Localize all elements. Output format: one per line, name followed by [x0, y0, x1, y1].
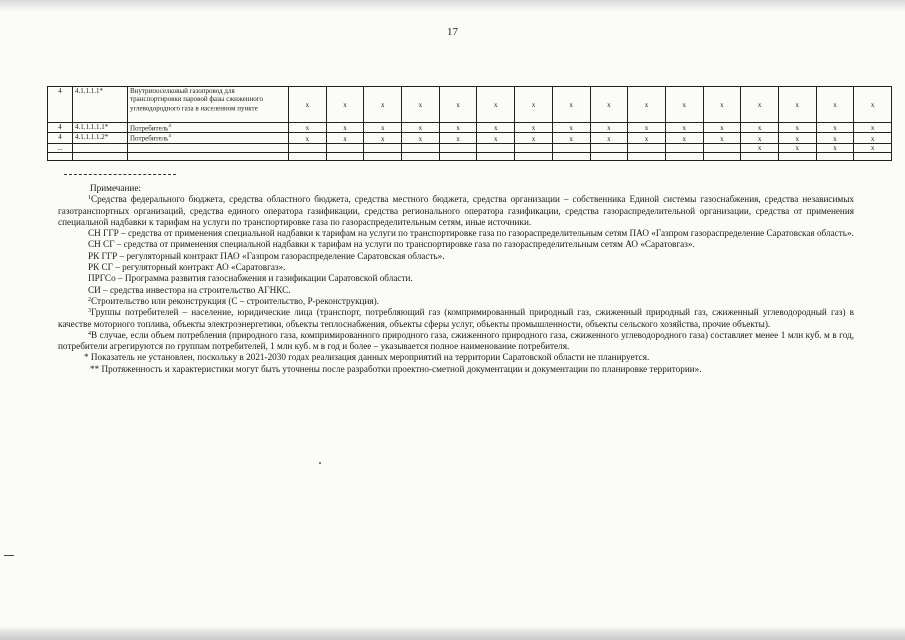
data-cell	[326, 143, 364, 152]
data-cell: x	[703, 133, 741, 143]
data-cell: x	[552, 123, 590, 133]
data-cell: x	[665, 87, 703, 123]
data-cell	[439, 152, 477, 160]
row-code-cell	[73, 143, 128, 152]
table-row	[48, 152, 892, 160]
data-cell	[590, 152, 628, 160]
data-cell: x	[552, 87, 590, 123]
data-cell: x	[741, 123, 779, 133]
data-cell: x	[816, 133, 854, 143]
row-name-cell	[128, 133, 289, 143]
data-cell: x	[477, 87, 515, 123]
gasification-table	[47, 86, 892, 161]
note-2-mark: 2	[88, 296, 91, 303]
note-sn-sg: СН СГ – средства от применения специальной надбавки к тарифам на услуги по транспортировке газа по газораспределительным сетям АО «Саратовгаз».	[88, 239, 695, 250]
data-cell: x	[628, 133, 666, 143]
scan-speck	[319, 462, 321, 464]
row-name-cell	[128, 152, 289, 160]
note-star-1: * Показатель не установлен, поскольку в 2021-2030 годах реализация данных мероприятий на территории Саратовской области не планируется.	[84, 352, 650, 363]
data-cell: x	[590, 123, 628, 133]
note-3	[58, 307, 854, 330]
note-2-text: Строительство или реконструкция (С – строительство, Р-реконструкция).	[91, 295, 379, 306]
data-cell	[477, 152, 515, 160]
data-cell	[665, 143, 703, 152]
row-level-cell: 4	[48, 133, 73, 143]
row-code-cell: 4.1.1.1.1.2*	[73, 133, 128, 143]
note-star-2: ** Протяженность и характеристики могут быть уточнены после разработки проектно-сметной документации и документации по планировке территории».	[90, 363, 702, 374]
data-cell: x	[854, 87, 892, 123]
data-cell: x	[778, 123, 816, 133]
data-cell: x	[741, 87, 779, 123]
data-cell	[289, 143, 327, 152]
data-cell: x	[741, 133, 779, 143]
row-name-cell	[128, 123, 289, 133]
page-number: 17	[447, 26, 458, 38]
row-code-cell	[73, 152, 128, 160]
data-cell: x	[590, 87, 628, 123]
data-cell: x	[590, 133, 628, 143]
note-rk-ggr: РК ГГР – регуляторный контракт ПАО «Газпром газораспределение Саратовская область».	[88, 250, 445, 261]
note-2	[58, 296, 854, 307]
data-cell	[515, 152, 553, 160]
note-4-text: В случае, если объем потребления (природного газа, компримированного природного газа, сжиженного природного газа, сжиженного углеводородного газа) составляет менее 1 млн куб. м в год, потребители агрегируются по группам потребителей, 1 млн куб. м в год и более – указывается полное наименование потребителя.	[58, 329, 854, 352]
table-row	[48, 133, 892, 143]
data-cell	[628, 143, 666, 152]
row-name-text: Потребитель	[130, 124, 169, 133]
data-cell: x	[778, 87, 816, 123]
data-cell: x	[326, 133, 364, 143]
data-cell	[402, 143, 440, 152]
data-cell: x	[816, 143, 854, 152]
data-cell: x	[778, 143, 816, 152]
data-cell: x	[289, 133, 327, 143]
table-row	[48, 123, 892, 133]
row-level-cell: 4	[48, 123, 73, 133]
data-cell	[665, 152, 703, 160]
row-name-cell	[128, 87, 289, 123]
data-cell: x	[515, 87, 553, 123]
data-cell	[552, 152, 590, 160]
row-name-footnote-mark: 4	[168, 124, 171, 129]
data-cell: x	[402, 87, 440, 123]
data-cell	[816, 152, 854, 160]
data-cell	[590, 143, 628, 152]
data-cell: x	[289, 123, 327, 133]
data-cell	[703, 152, 741, 160]
data-cell: x	[854, 123, 892, 133]
table-row	[48, 87, 892, 123]
data-cell	[364, 152, 402, 160]
notes-section	[58, 183, 854, 375]
note-3-mark: 3	[88, 308, 91, 315]
scan-mark	[4, 555, 14, 556]
data-cell: x	[703, 123, 741, 133]
data-cell: x	[665, 133, 703, 143]
data-cell: x	[364, 123, 402, 133]
row-code-cell: 4.1.1.1.1.1*	[73, 123, 128, 133]
note-sn-ggr: СН ГГР – средства от применения специальной надбавки к тарифам на услуги по транспортировке газа по газораспределительным сетям ПАО «Газпром газораспределение Саратовская область».	[88, 228, 854, 239]
data-cell: x	[439, 123, 477, 133]
note-4	[58, 330, 854, 353]
note-1	[58, 194, 854, 228]
scan-edge-bottom	[0, 626, 905, 640]
row-level-cell: 4	[48, 87, 73, 123]
data-cell: x	[477, 123, 515, 133]
row-name-text: Потребитель	[130, 134, 169, 143]
row-name-text: Внутрипоселковый газопровод для транспортировки паровой фазы сжиженного углеводородного газа в населенном пункте	[130, 87, 263, 113]
note-prgso: ПРГСо – Программа развития газоснабжения и газификации Саратовской области.	[88, 273, 413, 284]
data-cell: x	[778, 133, 816, 143]
row-name-footnote-mark: 4	[168, 134, 171, 140]
data-cell: x	[515, 133, 553, 143]
data-cell: x	[816, 87, 854, 123]
table-row	[48, 143, 892, 152]
data-cell: x	[439, 87, 477, 123]
data-cell: x	[703, 87, 741, 123]
scan-edge-top	[0, 0, 905, 12]
data-cell	[552, 143, 590, 152]
data-cell: x	[402, 133, 440, 143]
footnote-separator	[64, 174, 176, 175]
data-cell: x	[326, 123, 364, 133]
data-cell	[778, 152, 816, 160]
data-cell: x	[854, 143, 892, 152]
note-si: СИ – средства инвестора на строительство АГНКС.	[88, 284, 291, 295]
row-level-cell: ...	[48, 143, 73, 152]
data-cell: x	[289, 87, 327, 123]
data-cell	[326, 152, 364, 160]
row-name-cell	[128, 143, 289, 152]
note-1-mark: 1	[88, 195, 91, 202]
data-cell: x	[665, 123, 703, 133]
data-cell: x	[741, 143, 779, 152]
notes-heading: Примечание:	[90, 183, 141, 193]
data-cell	[515, 143, 553, 152]
data-cell: x	[515, 123, 553, 133]
data-cell: x	[326, 87, 364, 123]
data-cell: x	[628, 123, 666, 133]
data-cell	[477, 143, 515, 152]
note-3-text: Группы потребителей – население, юридические лица (транспорт, потребляющий газ (компримированный природный газ, сжиженный природный газ, сжиженный углеводородный газ) в качестве моторного топлива, объекты электроэнергетики, объекты теплоснабжения, объекты сферы услуг, объекты промышленности, объекты сельского хозяйства, прочие объекты).	[58, 307, 854, 329]
data-cell	[741, 152, 779, 160]
data-cell	[628, 152, 666, 160]
data-cell: x	[628, 87, 666, 123]
data-cell: x	[854, 133, 892, 143]
note-4-mark: 4	[88, 330, 91, 337]
data-cell	[289, 152, 327, 160]
note-rk-sg: РК СГ – регуляторный контракт АО «Саратовгаз».	[88, 262, 286, 273]
data-cell	[703, 143, 741, 152]
row-code-cell: 4.1.1.1.1*	[73, 87, 128, 123]
data-cell: x	[477, 133, 515, 143]
note-1-text: Средства федерального бюджета, средства областного бюджета, средства местного бюджета, средства организации – собственника Единой системы газоснабжения, средства независимых газотранспортных организаций, средства единого оператора газификации, средства регионального оператора газификации, средства газораспределительной организации, средства от применения специальной надбавки к тарифам на услуги по транспортировке газа по газораспределительным сетям, иные источники.	[58, 194, 854, 227]
data-cell	[854, 152, 892, 160]
row-level-cell	[48, 152, 73, 160]
data-cell: x	[364, 133, 402, 143]
data-cell	[439, 143, 477, 152]
data-cell: x	[364, 87, 402, 123]
data-cell: x	[439, 133, 477, 143]
data-cell	[402, 152, 440, 160]
data-cell: x	[402, 123, 440, 133]
data-cell: x	[816, 123, 854, 133]
data-cell	[364, 143, 402, 152]
data-cell: x	[552, 133, 590, 143]
